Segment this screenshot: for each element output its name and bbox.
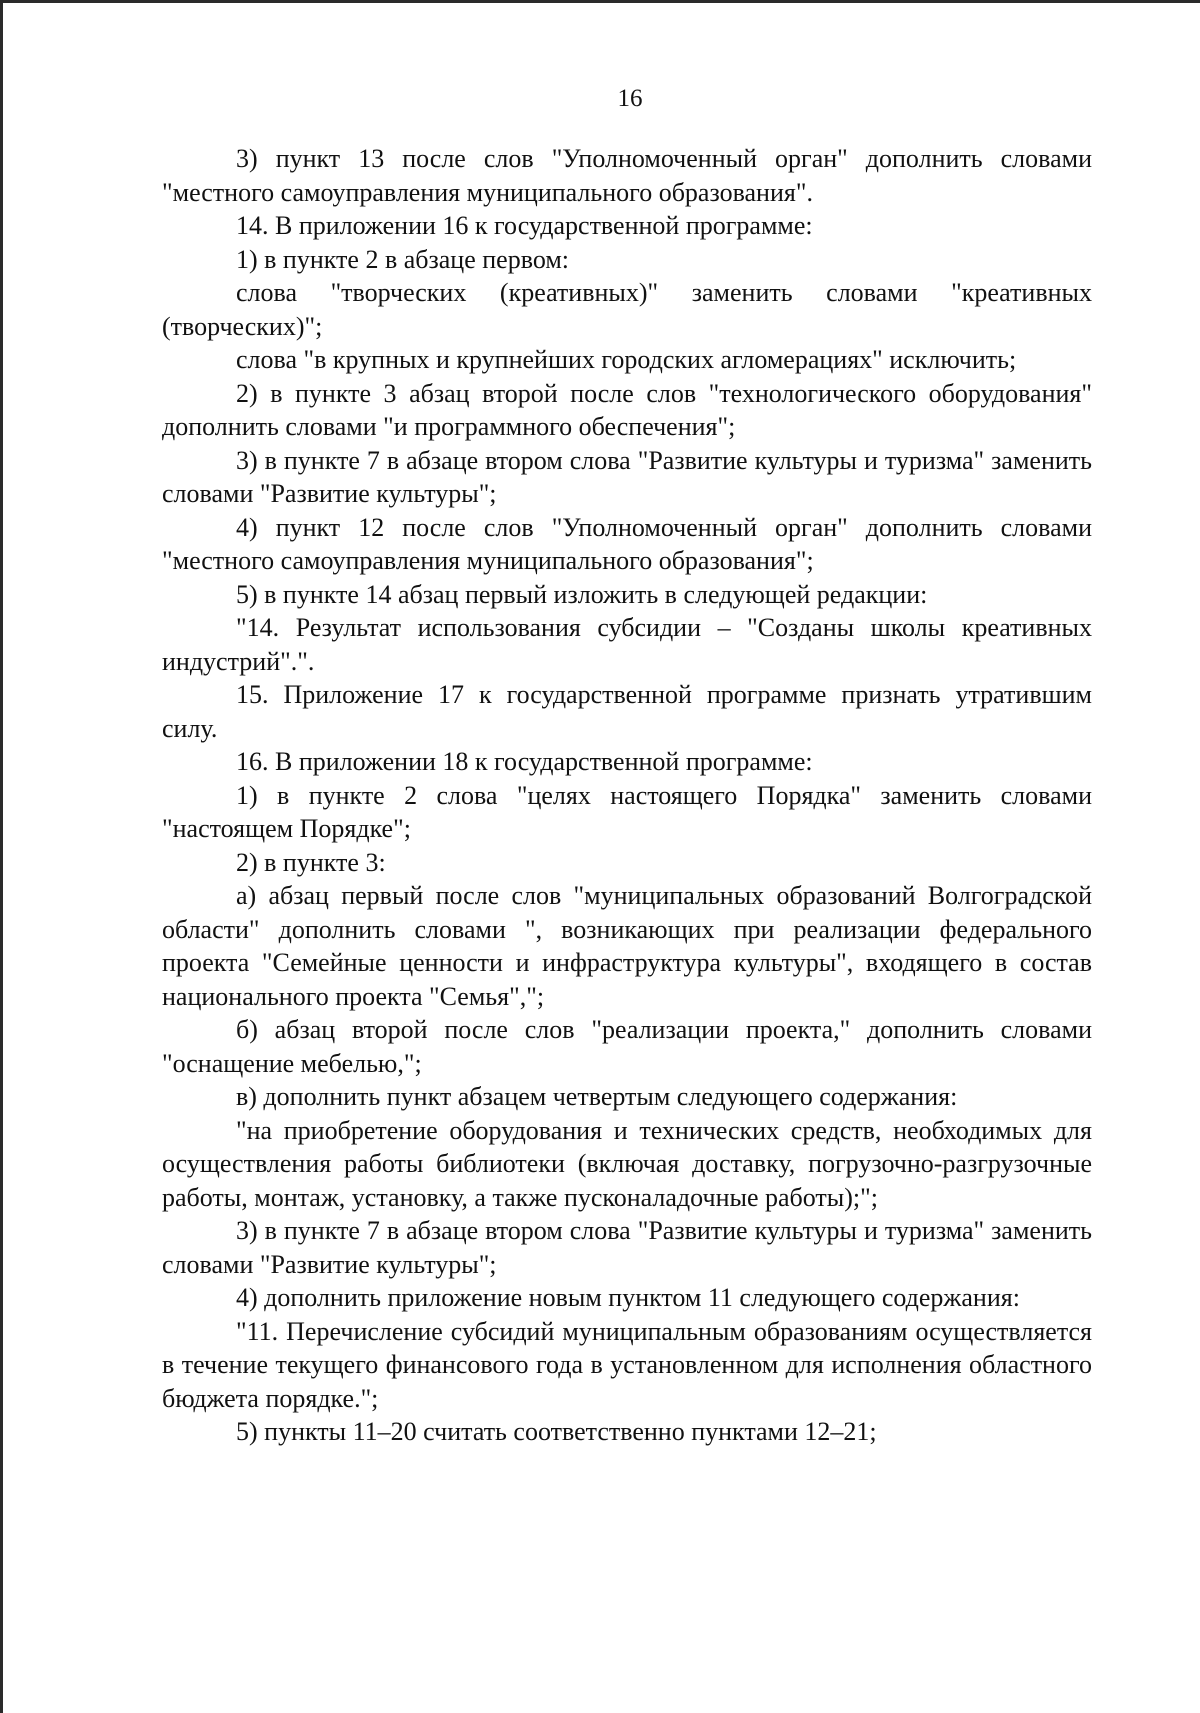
- paragraph-item-3-clause-13: 3) пункт 13 после слов "Уполномоченный орган" дополнить словами "местного самоуправления муниципального образования".: [162, 144, 1092, 207]
- paragraph-quote-14: "14. Результат использования субсидии – "Созданы школы креативных индустрий".".: [162, 613, 1092, 676]
- paragraph-item-5: 5) в пункте 14 абзац первый изложить в следующей редакции:: [236, 579, 928, 609]
- paragraph-words-exclude: слова "в крупных и крупнейших городских агломерациях" исключить;: [236, 345, 1017, 374]
- paragraph-item-4: 4) пункт 12 после слов "Уполномоченный орган" дополнить словами "местного самоуправления муниципального образования";: [162, 512, 1092, 575]
- paragraph-s16-subitem-v: в) дополнить пункт абзацем четвертым следующего содержания:: [236, 1082, 958, 1111]
- paragraph-s16-item-4: 4) дополнить приложение новым пунктом 11 следующего содержания:: [236, 1283, 1020, 1312]
- paragraph-quote-equipment: "на приобретение оборудования и технических средств, необходимых для осуществления работы библиотеки (включая доставку, погрузочно-разгрузочные работы, монтаж, установку, а также пусконаладочные работы);";: [162, 1115, 1092, 1212]
- paragraph-quote-11: "11. Перечисление субсидий муниципальным образованиям осуществляется в течение текущего финансового года в установленном для исполнения областного бюджета порядке.";: [162, 1316, 1092, 1413]
- paragraph-s16-item-2: 2) в пункте 3:: [236, 847, 386, 877]
- scan-edge-left: [0, 0, 3, 1713]
- paragraph-s16-item-3: 3) в пункте 7 в абзаце втором слова "Развитие культуры и туризма" заменить словами "Развитие культуры";: [162, 1216, 1092, 1279]
- paragraph-section-15: 15. Приложение 17 к государственной программе признать утратившим силу.: [162, 680, 1092, 743]
- paragraph-words-replace: слова "творческих (креативных)" заменить словами "креативных (творческих)";: [162, 278, 1092, 341]
- paragraph-item-1: 1) в пункте 2 в абзаце первом:: [236, 244, 569, 274]
- paragraph-s16-subitem-b: б) абзац второй после слов "реализации проекта," дополнить словами "оснащение мебелью,";: [162, 1015, 1092, 1078]
- paragraph-item-2: 2) в пункте 3 абзац второй после слов "технологического оборудования" дополнить словами "и программного обеспечения";: [162, 378, 1092, 441]
- scan-edge-top: [0, 0, 1200, 3]
- paragraph-s16-item-5: 5) пункты 11–20 считать соответственно пунктами 12–21;: [236, 1417, 877, 1446]
- page-number: 16: [617, 85, 643, 112]
- paragraph-item-3: 3) в пункте 7 в абзаце втором слова "Развитие культуры и туризма" заменить словами "Развитие культуры";: [162, 445, 1092, 508]
- paragraph-s16-subitem-a: а) абзац первый после слов "муниципальных образований Волгоградской области" дополнить словами ", возникающих при реализации федерального проекта "Семейные ценности и инфраструктура культуры", входящего в состав национального проекта "Семья",";: [162, 881, 1092, 1011]
- document-body: [162, 142, 1092, 1449]
- paragraph-section-16: 16. В приложении 18 к государственной программе:: [236, 747, 813, 776]
- paragraph-s16-item-1: 1) в пункте 2 слова "целях настоящего Порядка" заменить словами "настоящем Порядке";: [162, 780, 1092, 843]
- paragraph-section-14: 14. В приложении 16 к государственной программе:: [236, 211, 813, 240]
